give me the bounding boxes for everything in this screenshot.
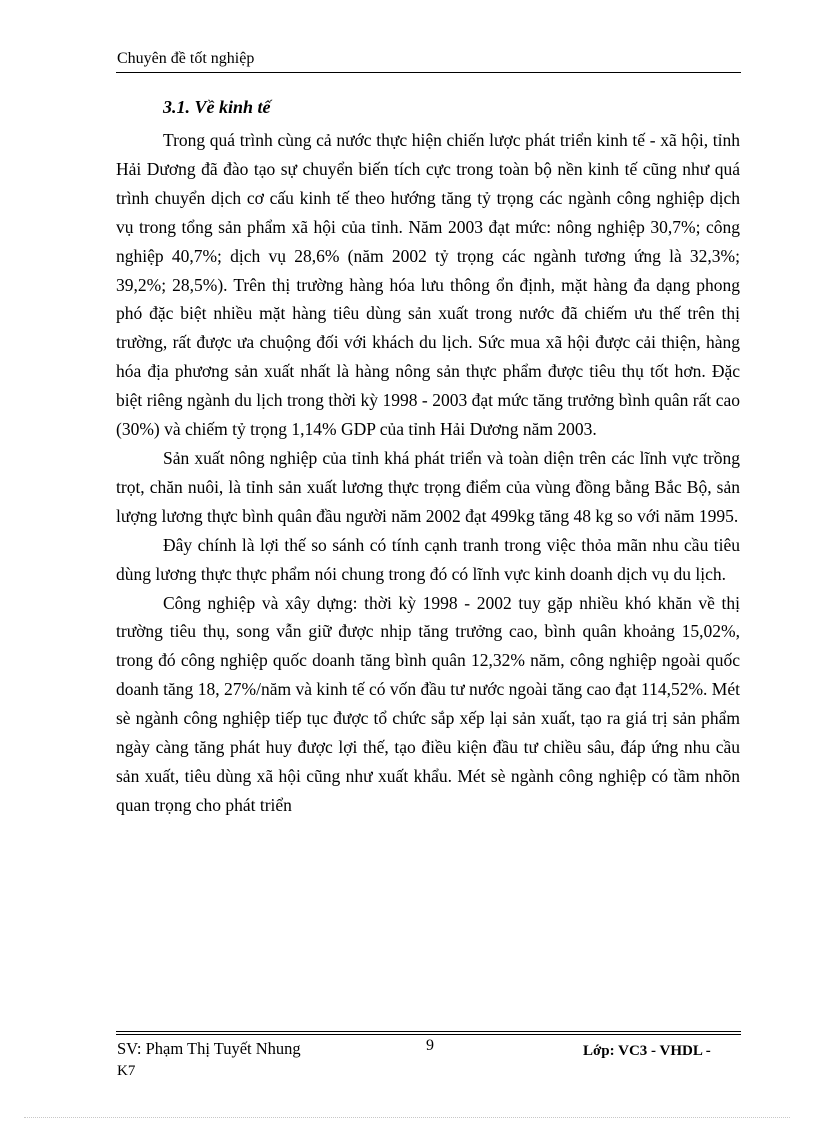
footer-divider-top xyxy=(116,1031,741,1032)
paragraph-competitive-advantage: Đây chính là lợi thế so sánh có tính cạnh tranh trong việc thỏa mãn nhu cầu tiêu dùng lương thực thực phẩm nói chung trong đó có lĩnh vực kinh doanh dịch vụ du lịch. xyxy=(116,534,740,584)
footer-student-name: SV: Phạm Thị Tuyết Nhung xyxy=(117,1039,301,1058)
paragraph-economy-overview: Trong quá trình cùng cả nước thực hiện chiến lược phát triển kinh tế - xã hội, tỉnh Hải Dương đã đào tạo sự chuyển biến tích cực trong toàn bộ nền kinh tế cũng như quá trình chuyển dịch cơ cấu kinh tế theo hướng tăng tỷ trọng các ngành công nghiệp dịch vụ trong tổng sản phẩm xã hội của tỉnh. Năm 2003 đạt mức: nông nghiệp 30,7%; công nghiệp 40,7%; dịch vụ 28,6% (năm 2002 tỷ trọng các ngành tương ứng là 32,3%; 39,2%; 28,5%). Trên thị trường hàng hóa lưu thông ổn định, mặt hàng đa dạng phong phó đặc biệt nhiều mặt hàng tiêu dùng sản xuất trong nước đã chiếm ưu thế trên thị trường, rất được ưa chuộng đối với khách du lịch. Sức mua xã hội được cải thiện, hàng hóa địa phương sản xuất nhất là hàng nông sản thực phẩm được tiêu thụ tốt hơn. Đặc biệt riêng ngành du lịch trong thời kỳ 1998 - 2003 đạt mức tăng trưởng bình quân rất cao (30%) và chiếm tỷ trọng 1,14% GDP của tỉnh Hải Dương năm 2003. xyxy=(116,130,740,440)
header-divider xyxy=(116,72,741,73)
paragraph-agriculture: Sản xuất nông nghiệp của tỉnh khá phát triển và toàn diện trên các lĩnh vực trồng trọt, chăn nuôi, là tỉnh sản xuất lương thực trọng điểm của vùng đồng bằng Bắc Bộ, sản lượng lương thực bình quân đầu người năm 2002 đạt 499kg tăng 48 kg so với năm 1995. xyxy=(116,447,740,526)
footer-divider-bottom xyxy=(116,1034,741,1035)
page-edge-border xyxy=(24,1117,790,1118)
page-number: 9 xyxy=(426,1037,434,1054)
section-heading: 3.1. Về kinh tế xyxy=(163,97,271,117)
body-text xyxy=(116,126,740,820)
footer-cohort: K7 xyxy=(117,1063,136,1079)
paragraph-industry-construction: Công nghiệp và xây dựng: thời kỳ 1998 - 2002 tuy gặp nhiều khó khăn về thị trường tiêu thụ, song vẫn giữ được nhịp tăng trưởng cao, bình quân khoảng 15,02%, trong đó công nghiệp quốc doanh tăng bình quân 12,32% năm, công nghiệp ngoài quốc doanh tăng 18, 27%/năm và kinh tế có vốn đầu tư nước ngoài tăng cao đạt 114,52%. Mét sè ngành công nghiệp tiếp tục được tổ chức sắp xếp lại sản xuất, tạo ra giá trị sản phẩm ngày càng tăng phát huy được lợi thế, tạo điều kiện đầu tư chiều sâu, đáp ứng nhu cầu sản xuất, tiêu dùng xã hội cũng như xuất khẩu. Mét sè ngành công nghiệp có tầm nhõn quan trọng cho phát triển xyxy=(116,592,740,815)
page-header-title: Chuyên đề tốt nghiệp xyxy=(117,50,255,67)
footer-class-info: Lớp: VC3 - VHDL - xyxy=(583,1043,711,1059)
